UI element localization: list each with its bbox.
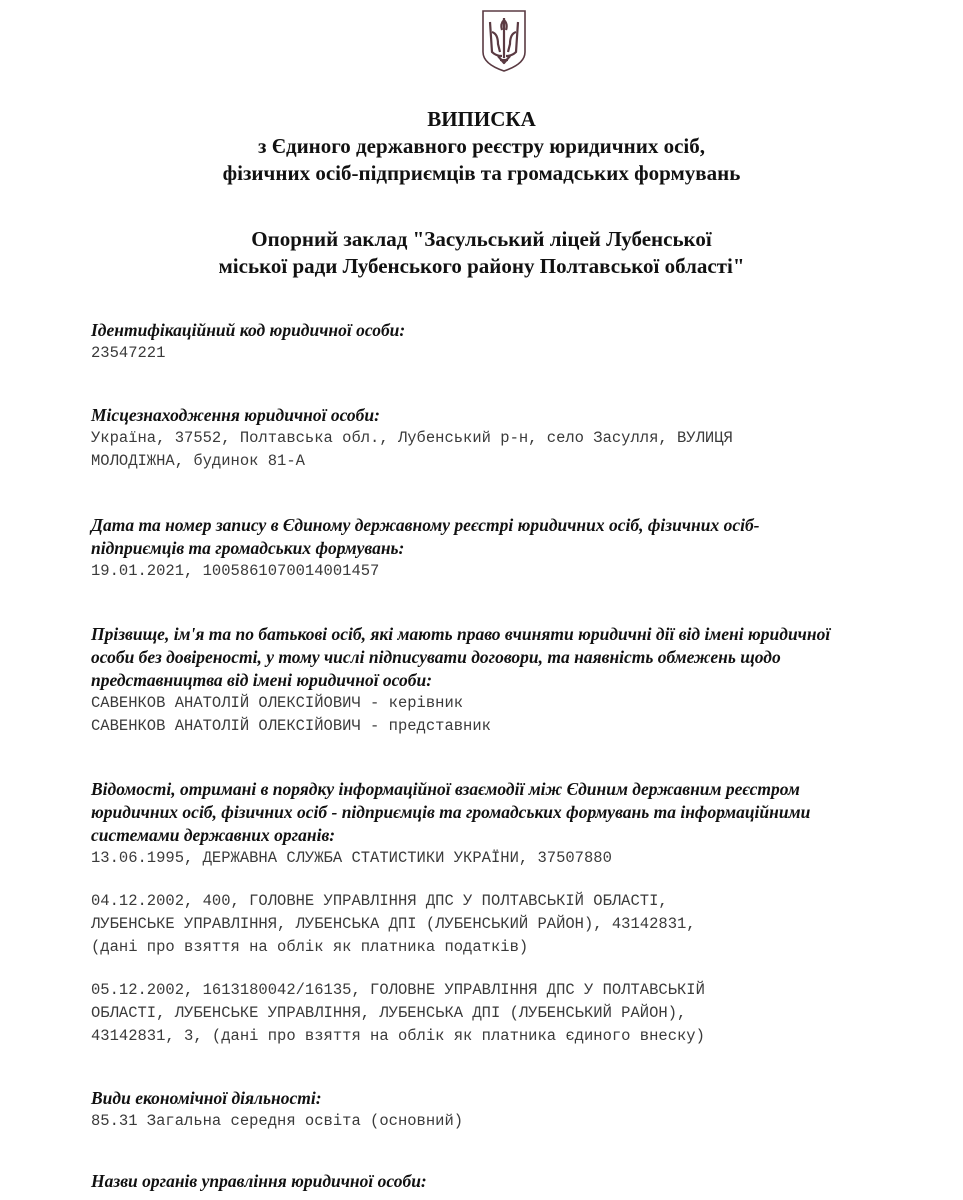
interaction-label-line1: Відомості, отримані в порядку інформаційної взаємодії між Єдиним державним реєстром: [91, 779, 800, 799]
section-location: [91, 404, 931, 473]
interaction-entry2-line2: ЛУБЕНСЬКЕ УПРАВЛІННЯ, ЛУБЕНСЬКА ДПІ (ЛУБЕНСЬКИЙ РАЙОН), 43142831,: [91, 915, 696, 933]
signatory-person: САВЕНКОВ АНАТОЛІЙ ОЛЕКСІЙОВИЧ - представник: [91, 717, 491, 735]
activities-value: 85.31 Загальна середня освіта (основний): [91, 1112, 464, 1130]
interaction-entry3-line3: 43142831, 3, (дані про взяття на облік як платника єдиного внеску): [91, 1027, 705, 1045]
registration-label-line2: підприємців та громадських формувань:: [91, 538, 405, 558]
activities-label: Види економічної діяльності:: [91, 1088, 322, 1108]
section-registration: [91, 514, 931, 583]
section-id-code: [91, 319, 931, 365]
signatories-label-line1: Прізвище, ім'я та по батькові осіб, які мають право вчиняти юридичні дії від імені юридичної: [91, 624, 831, 644]
coat-of-arms-icon: [480, 8, 528, 74]
section-interaction-info: [91, 778, 931, 1048]
signatory-person: САВЕНКОВ АНАТОЛІЙ ОЛЕКСІЙОВИЧ - керівник: [91, 694, 464, 712]
id-code-value: 23547221: [91, 344, 166, 362]
section-activities: [91, 1087, 931, 1133]
interaction-entry2-line1: 04.12.2002, 400, ГОЛОВНЕ УПРАВЛІННЯ ДПС У ПОЛТАВСЬКІЙ ОБЛАСТІ,: [91, 892, 668, 910]
document-subtitle-line1: з Єдиного державного реєстру юридичних осіб,: [258, 134, 705, 158]
document-subtitle-line2: фізичних осіб-підприємців та громадських формувань: [222, 161, 741, 185]
interaction-label-line2: юридичних осіб, фізичних осіб - підприємців та громадських формувань та інформаційними: [91, 802, 811, 822]
signatories-label-line2: особи без довіреності, у тому числі підписувати договори, та наявність обмежень щодо: [91, 647, 781, 667]
governance-label: Назви органів управління юридичної особи:: [91, 1171, 427, 1191]
document-title-block: [0, 106, 963, 187]
location-value-line1: Україна, 37552, Полтавська обл., Лубенський р-н, село Засулля, ВУЛИЦЯ: [91, 429, 733, 447]
interaction-entry3-line2: ОБЛАСТІ, ЛУБЕНСЬКЕ УПРАВЛІННЯ, ЛУБЕНСЬКА ДПІ (ЛУБЕНСЬКИЙ РАЙОН),: [91, 1004, 687, 1022]
registration-value: 19.01.2021, 1005861070014001457: [91, 562, 380, 580]
location-label: Місцезнаходження юридичної особи:: [91, 405, 380, 425]
entity-name-line1: Опорний заклад "Засульський ліцей Лубенської: [251, 227, 712, 251]
registration-label-line1: Дата та номер запису в Єдиному державному реєстрі юридичних осіб, фізичних осіб-: [91, 515, 760, 535]
section-signatories: [91, 623, 931, 738]
interaction-entry3-line1: 05.12.2002, 1613180042/16135, ГОЛОВНЕ УПРАВЛІННЯ ДПС У ПОЛТАВСЬКІЙ: [91, 981, 705, 999]
entity-name-block: [0, 226, 963, 280]
entity-name-line2: міської ради Лубенського району Полтавської області": [218, 254, 745, 278]
id-code-label: Ідентифікаційний код юридичної особи:: [91, 320, 406, 340]
interaction-label-line3: системами державних органів:: [91, 825, 336, 845]
interaction-entry2-line3: (дані про взяття на облік як платника податків): [91, 938, 529, 956]
interaction-entry1: 13.06.1995, ДЕРЖАВНА СЛУЖБА СТАТИСТИКИ УКРАЇНИ, 37507880: [91, 849, 612, 867]
section-governance: [91, 1170, 931, 1193]
location-value-line2: МОЛОДІЖНА, будинок 81-А: [91, 452, 305, 470]
signatories-label-line3: представництва від імені юридичної особи:: [91, 670, 433, 690]
document-title: ВИПИСКА: [427, 107, 536, 131]
